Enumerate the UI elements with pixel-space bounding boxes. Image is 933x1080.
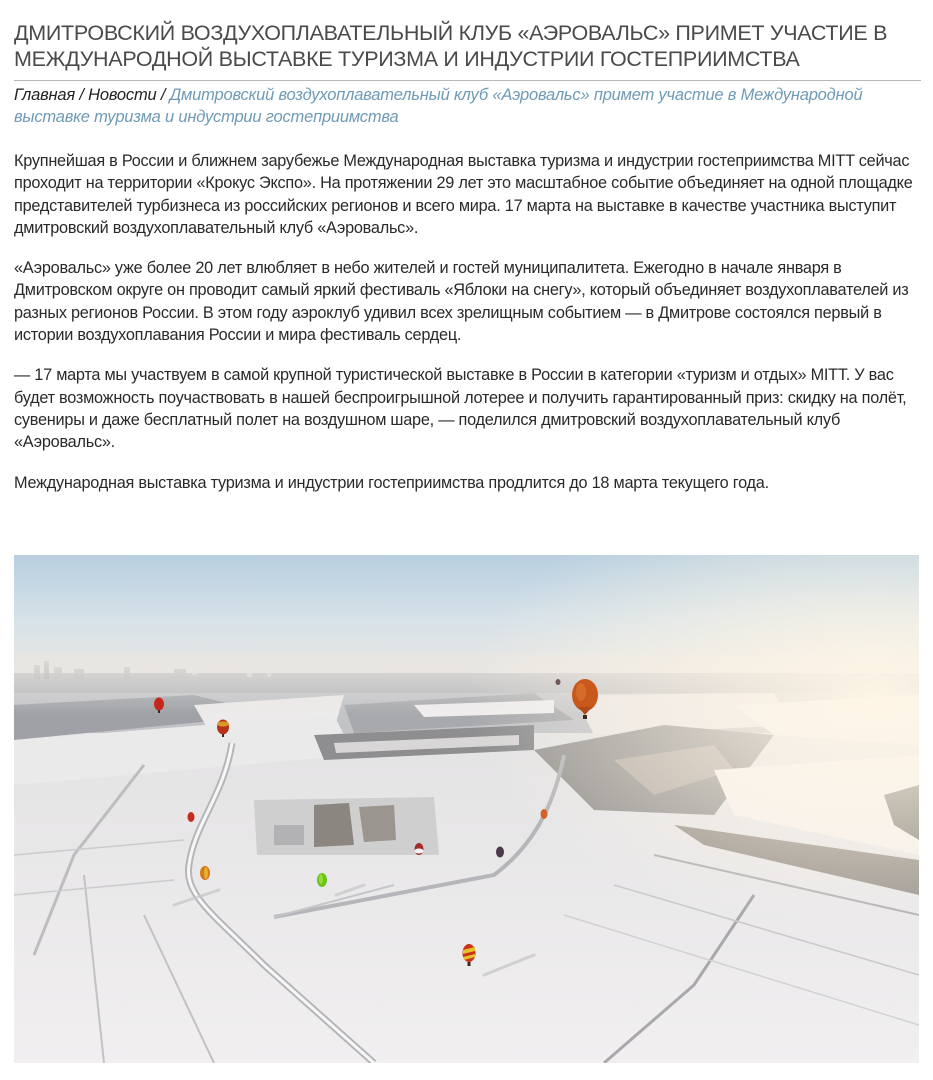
article-body — [14, 150, 924, 512]
balloon-tiny-distant — [556, 679, 561, 685]
article-paragraph: «Аэровальс» уже более 20 лет влюбляет в небо жителей и гостей муниципалитета. Ежегодно в начале января в Дмитровском округе он проводит самый яркий фестиваль «Яблоки на снегу», который объединяет воздухоплавателей из разных регионов России. В этом году аэроклуб удивил всех зрелищным событием — в Дмитрове состоялся первый в истории воздухоплавания России и мира фестиваль сердец. — [14, 259, 909, 345]
balloon-red-white — [415, 843, 424, 855]
breadcrumb — [14, 84, 914, 128]
balloon-dark — [496, 847, 504, 858]
article-title: ДМИТРОВСКИЙ ВОЗДУХОПЛАВАТЕЛЬНЫЙ КЛУБ «АЭРОВАЛЬС» ПРИМЕТ УЧАСТИЕ В МЕЖДУНАРОДНОЙ ВЫСТАВКЕ ТУРИЗМА И ИНДУСТРИИ ГОСТЕПРИИМСТВА — [14, 21, 888, 71]
balloon-orange-small — [541, 809, 548, 819]
article-paragraph: Международная выставка туризма и индустрии гостеприимства продлится до 18 марта текущего года. — [14, 473, 769, 492]
photo-illustration — [14, 555, 919, 1063]
breadcrumb-news-link[interactable]: Новости — [88, 86, 157, 104]
breadcrumb-separator: / — [156, 86, 170, 104]
breadcrumb-current-page: Дмитровский воздухоплавательный клуб «Аэровальс» примет участие в Международной выставке туризма и индустрии гостеприимства — [14, 86, 863, 126]
article-photo-hot-air-balloons-over-snowy-fields — [14, 555, 919, 1063]
balloon-green — [317, 873, 327, 887]
balloon-orange-yellow — [200, 866, 210, 880]
article-paragraph: — 17 марта мы участвуем в самой крупной туристической выставке в России в категории «туризм и отдых» MITT. У вас будет возможность поучаствовать в нашей беспроигрышной лотерее и получить гарантированный приз: скидку на полёт, сувениры и даже бесплатный полет на воздушном шаре, — поделился дмитровский воздухоплавательный клуб «Аэровальс». — [14, 366, 907, 452]
breadcrumb-separator: / — [75, 86, 89, 104]
title-divider — [14, 80, 921, 81]
article-paragraph: Крупнейшая в России и ближнем зарубежье Международная выставка туризма и индустрии гостеприимства MITT сейчас проходит на территории «Крокус Экспо». На протяжении 29 лет это масштабное событие объединяет на одной площадке представителей турбизнеса из российских регионов и всего мира. 17 марта на выставке в качестве участника выступит дмитровский воздухоплавательный клуб «Аэровальс». — [14, 152, 913, 237]
breadcrumb-home-link[interactable]: Главная — [14, 86, 76, 104]
balloon-red-small — [188, 812, 195, 822]
